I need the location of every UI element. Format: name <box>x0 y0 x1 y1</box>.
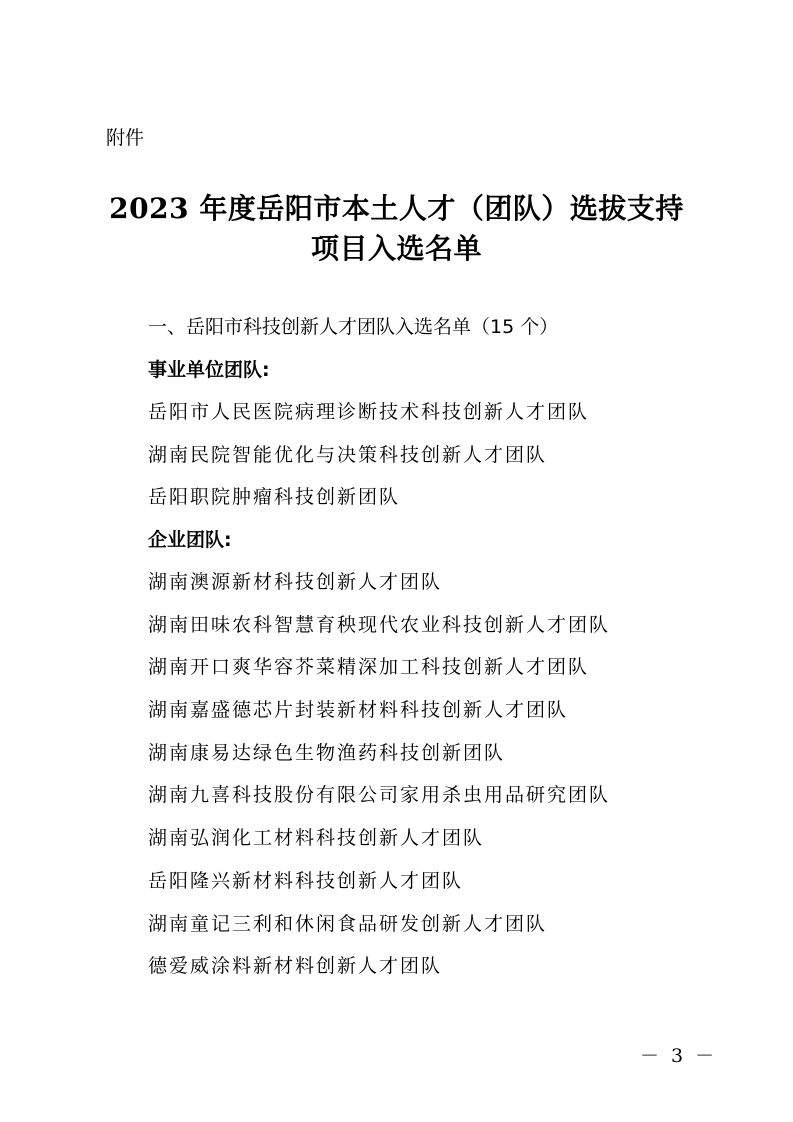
list-item: 岳阳隆兴新材料科技创新人才团队 <box>148 869 464 892</box>
list-item: 湖南九喜科技股份有限公司家用杀虫用品研究团队 <box>148 784 611 807</box>
list-item: 德爱威涂料新材料创新人才团队 <box>148 955 443 978</box>
attachment-label: 附件 <box>106 127 145 149</box>
document-title-line-2: 项目入选名单 <box>310 232 482 265</box>
list-item: 湖南童记三利和休闲食品研发创新人才团队 <box>148 912 548 935</box>
public-institution-team-list <box>148 398 589 526</box>
list-item: 岳阳职院肿瘤科技创新团队 <box>148 486 401 509</box>
enterprise-team-list <box>148 568 610 995</box>
public-institution-group-label: 事业单位团队: <box>148 359 270 381</box>
list-item: 湖南民院智能优化与决策科技创新人才团队 <box>148 443 548 466</box>
page-number: － 3 － <box>640 1045 718 1067</box>
document-title-line-1: 2023 年度岳阳市本土人才（团队）选拔支持 <box>109 192 684 225</box>
list-item: 湖南弘润化工材料科技创新人才团队 <box>148 827 485 850</box>
list-item: 湖南康易达绿色生物渔药科技创新团队 <box>148 741 506 764</box>
list-item: 岳阳市人民医院病理诊断技术科技创新人才团队 <box>148 401 590 423</box>
section-heading: 一、岳阳市科技创新人才团队入选名单（15 个） <box>148 316 559 338</box>
list-item: 湖南澳源新材科技创新人才团队 <box>148 571 443 593</box>
list-item: 湖南开口爽华容芥菜精深加工科技创新人才团队 <box>148 656 590 679</box>
list-item: 湖南嘉盛德芯片封装新材料科技创新人才团队 <box>148 699 569 722</box>
enterprise-group-label: 企业团队: <box>148 529 232 551</box>
list-item: 湖南田味农科智慧育秧现代农业科技创新人才团队 <box>148 613 611 636</box>
